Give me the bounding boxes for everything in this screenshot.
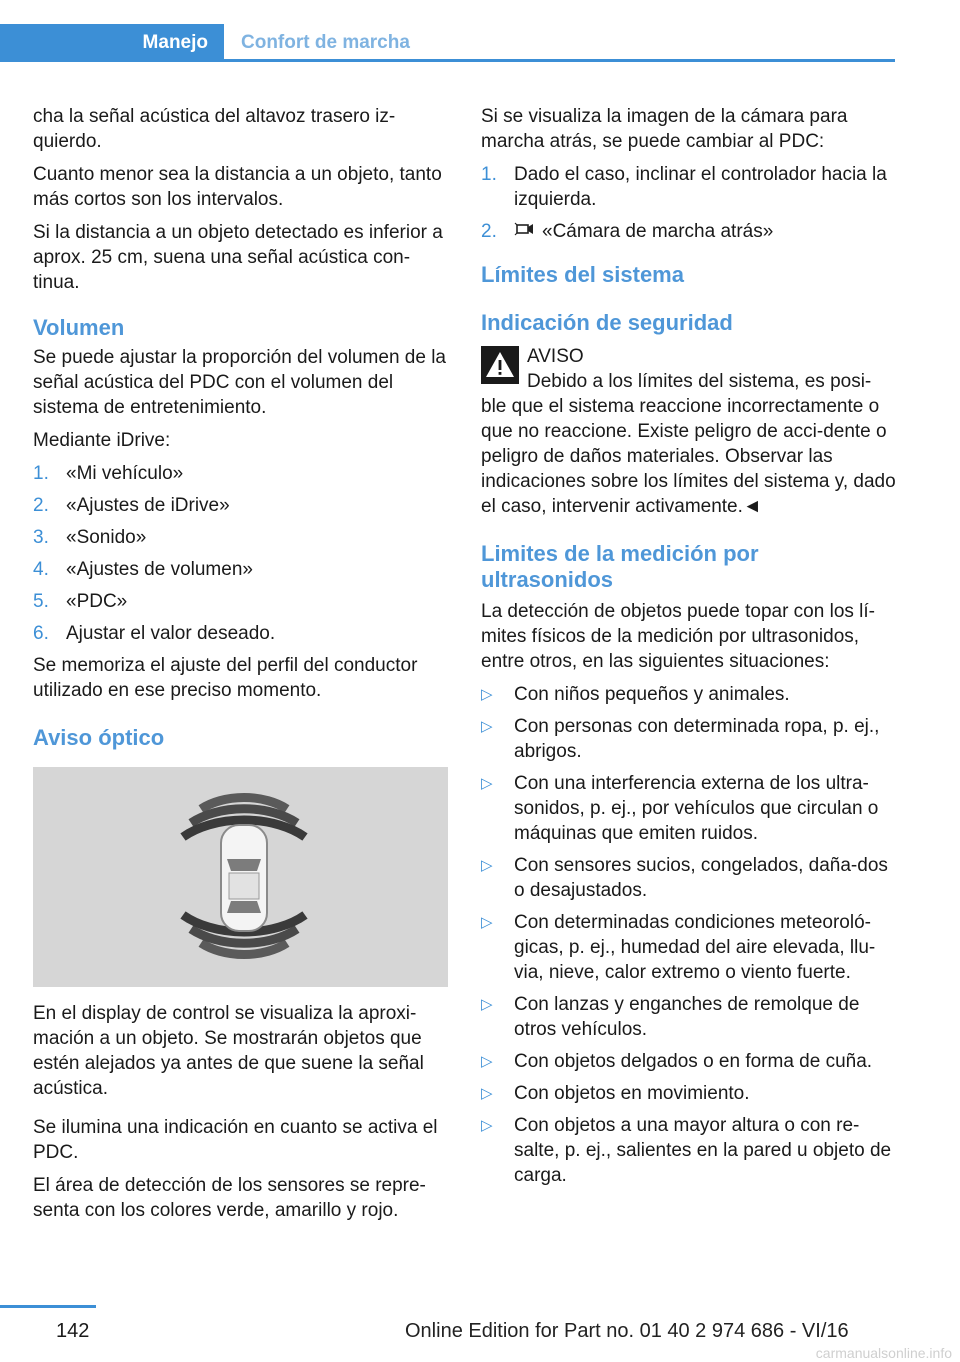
bullet-text: Con objetos delgados o en forma de cuña.: [514, 1051, 873, 1072]
step-text: «Mi vehículo»: [66, 463, 184, 484]
bullet-text: Con objetos en movimiento.: [514, 1083, 750, 1104]
list-item: [481, 910, 896, 985]
paragraph: Se memoriza el ajuste del perfil del conductor utilizado en ese preciso momento.: [33, 655, 418, 701]
car-parking-sensor-icon: [33, 767, 448, 987]
warning-text: Debido a los límites del sistema, es posi‐ble que el sistema reaccione incorrectamente o que no reaccione. Existe peligro de acci‐dente o peligro de daños materiales. Observar las indicaciones sobre los límites del sistema y, dado el caso, intervenir activamente.◄: [481, 371, 896, 517]
paragraph: Mediante iDrive:: [33, 430, 171, 451]
step-text: «Ajustes de iDrive»: [66, 495, 230, 516]
paragraph: En el display de control se visualiza la aproxi‐mación a un objeto. Se mostrarán objetos que estén alejados ya antes de que suene la señal acústica.: [33, 1003, 424, 1099]
camera-steps-list: [481, 162, 896, 244]
paragraph: Se puede ajustar la proporción del volumen de la señal acústica del PDC con el volumen del sistema de entretenimiento.: [33, 347, 446, 418]
list-item: [481, 162, 896, 212]
bullet-text: Con una interferencia externa de los ultra‐sonidos, p. ej., por vehículos que circulan o máquinas que emiten ruidos.: [514, 773, 879, 844]
list-item: [33, 493, 448, 518]
list-item: [481, 1113, 896, 1188]
list-item: [33, 461, 448, 486]
step-number: 4.: [33, 559, 49, 580]
list-item: [481, 682, 896, 707]
step-text: «Cámara de marcha atrás»: [542, 221, 774, 242]
triangle-bullet-icon: ▷: [481, 996, 493, 1013]
list-item: [33, 589, 448, 614]
bullet-text: Con personas con determinada ropa, p. ej., abrigos.: [514, 716, 880, 762]
triangle-bullet-icon: ▷: [481, 914, 493, 931]
list-item: [33, 621, 448, 646]
step-text: «PDC»: [66, 591, 128, 612]
warning-label: AVISO: [527, 346, 584, 367]
step-number: 2.: [481, 221, 497, 242]
triangle-bullet-icon: ▷: [481, 775, 493, 792]
paragraph: Cuanto menor sea la distancia a un objeto, tanto más cortos son los intervalos.: [33, 164, 442, 210]
pdc-display-figure: [33, 767, 448, 987]
step-number: 1.: [33, 463, 49, 484]
triangle-bullet-icon: ▷: [481, 857, 493, 874]
bullet-text: Con determinadas condiciones meteoroló‐gicas, p. ej., humedad del aire elevada, llu‐via, nieve, calor extremo o viento fuerte.: [514, 912, 876, 983]
edition-note: Online Edition for Part no. 01 40 2 974 686 - VI/16: [405, 1320, 849, 1342]
step-number: 5.: [33, 591, 49, 612]
section-title-seguridad: Indicación de seguridad: [481, 310, 733, 335]
list-item: [481, 1081, 896, 1106]
parking-camera-icon: [514, 219, 536, 244]
section-title-volumen: Volumen: [33, 315, 125, 340]
list-item: [33, 525, 448, 550]
triangle-bullet-icon: ▷: [481, 1085, 493, 1102]
step-number: 2.: [33, 495, 49, 516]
list-item: [481, 853, 896, 903]
step-number: 3.: [33, 527, 49, 548]
list-item: [33, 557, 448, 582]
section-title-ultrasonidos: Limites de la medición por ultrasonidos: [481, 541, 759, 592]
page-number: 142: [56, 1320, 90, 1342]
step-text: Dado el caso, inclinar el controlador hacia la izquierda.: [514, 164, 887, 210]
tab-confort-de-marcha[interactable]: Confort de marcha: [241, 32, 410, 53]
paragraph: Si la distancia a un objeto detectado es inferior a aprox. 25 cm, suena una señal acústica con‐tinua.: [33, 222, 443, 293]
step-number: 6.: [33, 623, 49, 644]
footer-bar: [0, 1305, 96, 1308]
bullet-text: Con objetos a una mayor altura o con re‐salte, p. ej., salientes en la pared u objeto de carga.: [514, 1115, 892, 1186]
triangle-bullet-icon: ▷: [481, 718, 493, 735]
bullet-text: Con sensores sucios, congelados, daña‐dos o desajustados.: [514, 855, 888, 901]
left-column: [33, 104, 448, 1231]
triangle-bullet-icon: ▷: [481, 686, 493, 703]
paragraph: El área de detección de los sensores se repre‐senta con los colores verde, amarillo y rojo.: [33, 1175, 426, 1221]
list-item: [481, 771, 896, 846]
triangle-bullet-icon: ▷: [481, 1053, 493, 1070]
section-title-aviso-optico: Aviso óptico: [33, 725, 165, 750]
warning-box: [481, 344, 896, 519]
watermark: carmanualsonline.info: [815, 1345, 952, 1361]
header: [0, 24, 895, 62]
idrive-steps-list: [33, 461, 448, 646]
situations-list: [481, 682, 896, 1188]
list-item: [481, 1049, 896, 1074]
paragraph: Se ilumina una indicación en cuanto se activa el PDC.: [33, 1117, 438, 1163]
bullet-text: Con niños pequeños y animales.: [514, 684, 790, 705]
paragraph: La detección de objetos puede topar con los lí‐mites físicos de la medición por ultrasonidos, entre otros, en las siguientes situaciones:: [481, 601, 875, 672]
tab-manejo[interactable]: Manejo: [0, 24, 224, 62]
step-text: «Sonido»: [66, 527, 147, 548]
right-column: [481, 104, 896, 1195]
section-title-limites: Límites del sistema: [481, 262, 684, 287]
list-item: [481, 992, 896, 1042]
list-item: [481, 219, 896, 244]
paragraph: Si se visualiza la imagen de la cámara para marcha atrás, se puede cambiar al PDC:: [481, 106, 848, 152]
paragraph: cha la señal acústica del altavoz trasero iz‐quierdo.: [33, 106, 396, 152]
triangle-bullet-icon: ▷: [481, 1117, 493, 1134]
list-item: [481, 714, 896, 764]
step-text: «Ajustes de volumen»: [66, 559, 253, 580]
bullet-text: Con lanzas y enganches de remolque de otros vehículos.: [514, 994, 860, 1040]
step-number: 1.: [481, 164, 497, 185]
warning-triangle-icon: [481, 346, 519, 384]
step-text: Ajustar el valor deseado.: [66, 623, 276, 644]
